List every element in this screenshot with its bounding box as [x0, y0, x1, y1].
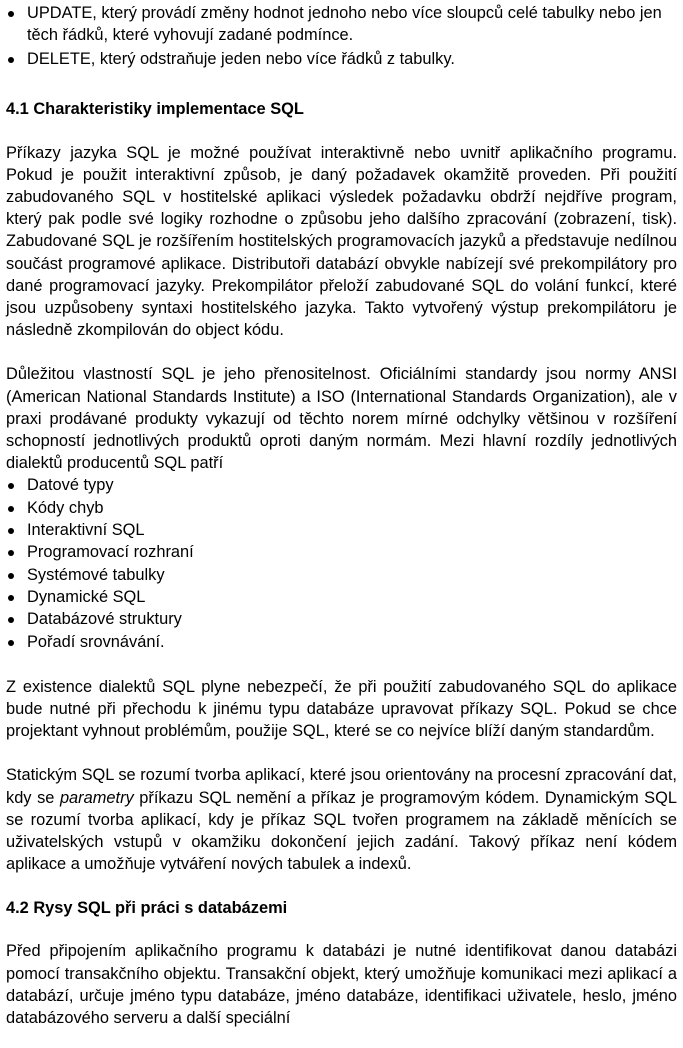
list-item-update: UPDATE, který provádí změny hodnot jednoho nebo více sloupců celé tabulky nebo jen těch řádků, které vyhovují zadané podmínce. — [6, 2, 677, 46]
list-item-delete: DELETE, který odstraňuje jeden nebo více řádků z tabulky. — [6, 48, 677, 70]
statement-list — [6, 2, 677, 71]
section-heading-4-2: 4.2 Rysy SQL při práci s databázemi — [6, 899, 288, 918]
paragraph-static-dynamic-sql — [6, 764, 677, 875]
list-item: Datové typy — [6, 474, 677, 496]
paragraph-sql-usage: Příkazy jazyka SQL je možné používat interaktivně nebo uvnitř aplikačního programu. Pokud je použit interaktivní způsob, je daný požadavek okamžitě proveden. Při použití zabudovaného SQL v hostitelské aplikaci výsledek požadavku obdrží nejdříve program, který pak podle své logiky rozhodne o způsobu jeho dalšího zpracování (zobrazení, tisk). Zabudované SQL je rozšířením hostitelských programovacích jazyků a představuje nedílnou součást programové aplikace. Distributoři databází obvykle nabízejí své prekompilátory pro dané programovací jazyky. Prekompilátor přeloží zabudované SQL do volání funkcí, které jsou uzpůsobeny syntaxi hostitelského jazyka. Takto vytvořený výstup prekompilátoru je následně zkompilován do object kódu. — [6, 143, 677, 340]
paragraph-transaction-object: Před připojením aplikačního programu k databázi je nutné identifikovat danou databázi pomocí transakčního objektu. Transakční objekt, který umožňuje komunikaci mezi aplikací a databází, určuje jméno typu databáze, jméno databáze, identifikaci uživatele, heslo, jméno databázového serveru a další speciální — [6, 942, 677, 1028]
list-item: Databázové struktury — [6, 608, 677, 630]
emphasis-parametry: parametry — [59, 788, 134, 807]
list-item: Kódy chyb — [6, 497, 677, 519]
list-item: Dynamické SQL — [6, 586, 677, 608]
list-item: Interaktivní SQL — [6, 519, 677, 541]
dialect-differences-list — [6, 474, 677, 652]
paragraph-dialect-danger: Z existence dialektů SQL plyne nebezpečí, že při použití zabudovaného SQL do aplikace bude nutné při přechodu k jinému typu databáze upravovat příkazy SQL. Pokud se chce projektant vyhnout problémům, použije SQL, které se co nejvíce blíží daným standardům. — [6, 677, 677, 741]
list-item: Pořadí srovnávání. — [6, 631, 677, 653]
list-item: Programovací rozhraní — [6, 541, 677, 563]
list-item: Systémové tabulky — [6, 564, 677, 586]
paragraph-text-before: Statickým SQL se rozumí tvorba aplikací, které jsou orientovány na procesní zpracování dat, kdy se — [6, 766, 677, 807]
section-heading-4-1: 4.1 Charakteristiky implementace SQL — [6, 99, 304, 118]
paragraph-portability: Důležitou vlastností SQL je jeho přenositelnost. Oficiálními standardy jsou normy ANSI (American National Standards Institute) a ISO (International Standards Organization), ale v praxi prodávané produkty vykazují od těchto norem mírné odchylky většinou v rozšíření schopností jednotlivých produktů oproti daným normám. Mezi hlavní rozdíly jednotlivých dialektů producentů SQL patří — [6, 365, 677, 473]
paragraph-text-after: příkazu SQL nemění a příkaz je programovým kódem. Dynamickým SQL se rozumí tvorba aplikací, kdy je příkaz SQL tvořen programem na základě měnících se uživatelských vstupů v okamžiku dokončení jejich zadání. Takový příkaz není kódem aplikace a umožňuje vytváření nových tabulek a indexů. — [6, 788, 677, 874]
